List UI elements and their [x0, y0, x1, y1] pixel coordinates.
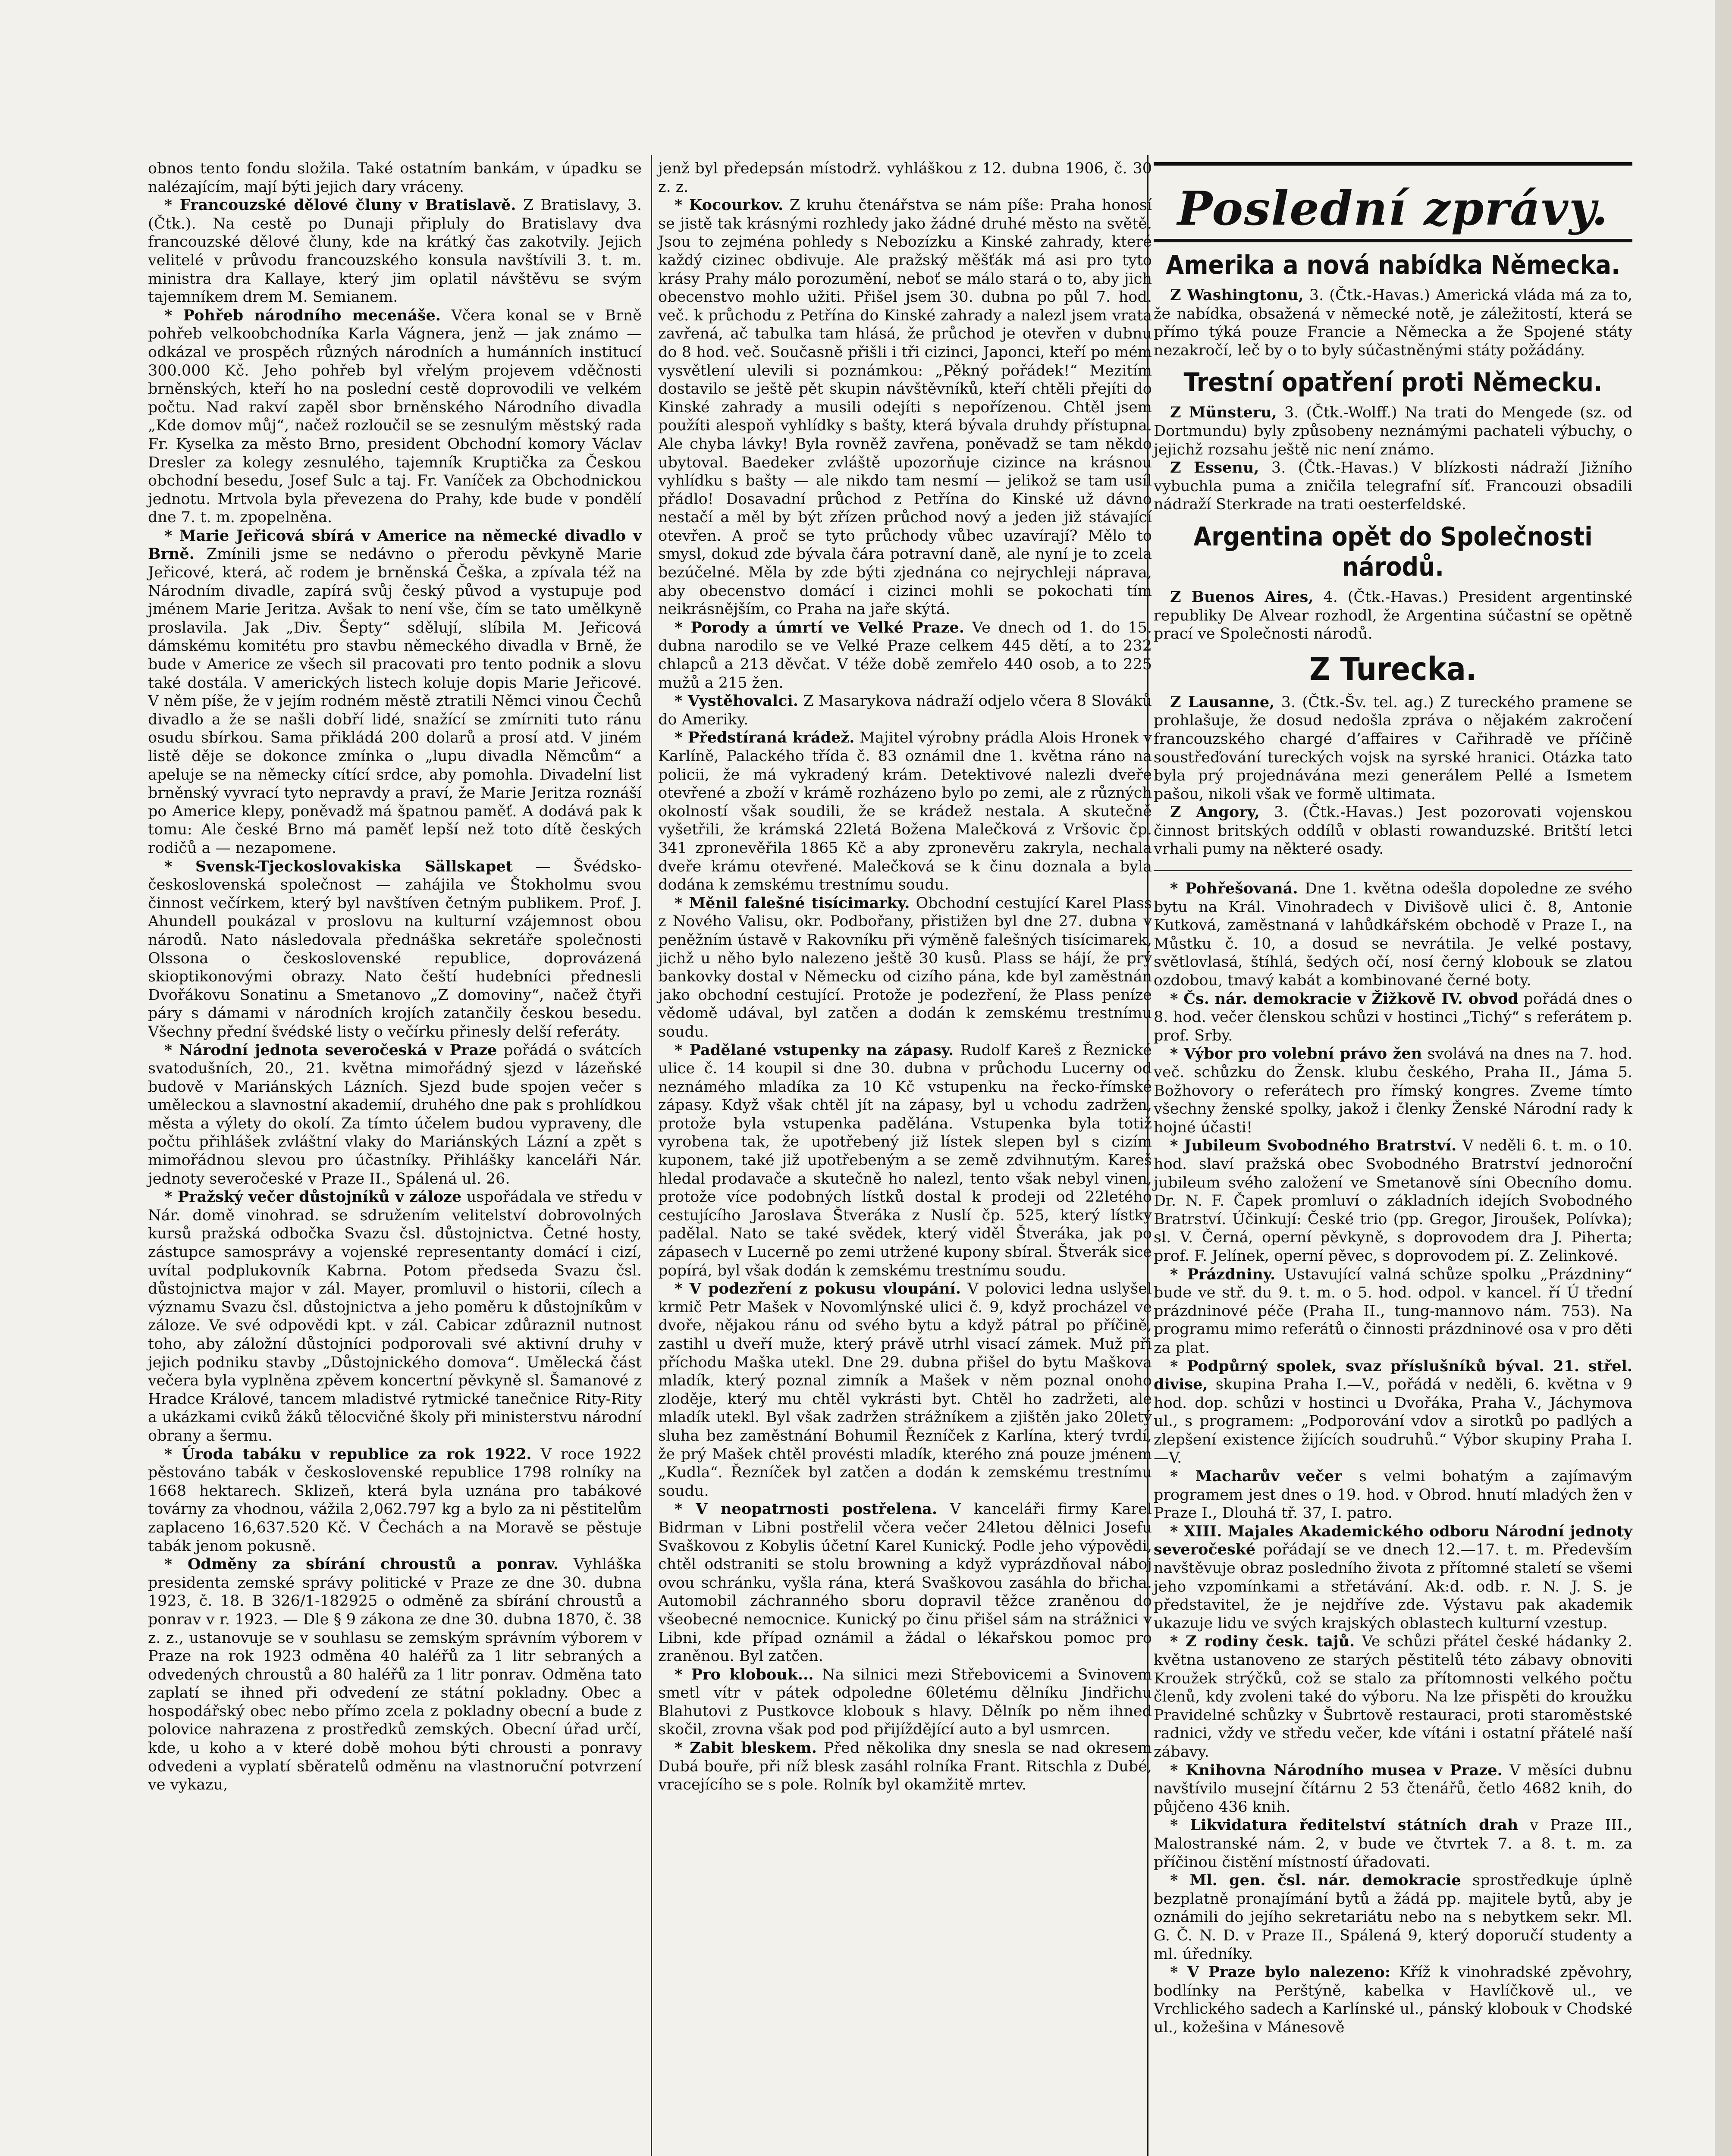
notice-title: * Podpůrný spolek, svaz příslušníků býval. 21. střel. divise, — [1154, 1357, 1632, 1394]
notice-title: * XIII. Majales Akademického odboru Národní jednoty severočeské — [1154, 1522, 1632, 1559]
news-dateline: Z Buenos Aires, — [1170, 588, 1314, 606]
article — [148, 1188, 642, 1445]
news-heading: Amerika a nová nabídka Německa. — [1166, 250, 1620, 280]
article-title: * Pražský večer důstojníků v záloze — [164, 1188, 462, 1206]
article-title: * Pohřeb národního mecenáše. — [164, 306, 441, 324]
notice — [1154, 1816, 1632, 1871]
article-text: Včera konal se v Brně pohřeb velkoobchodníka Karla Vágnera, jenž — jak známo — odkázal ve prospěch různých národních a humánních institucí 300.000 Kč. Jeho pohřeb byl vřelým projevem vděčnosti brněnských, kteří ho na poslední cestě doprovodili ve velkém počtu. Nad rakví zapěl sbor brněnského Národního divadla „Kde domov můj“, načež rozloučil se se zesnulým městský rada Fr. Kyselka za město Brno, president Obchodní komory Václav Dresler za kolegy zesnulého, tajemník Kruptička za Českou obchodní besedu, Josef Sulc a taj. Fr. Vaníček za Obchodnickou jednotu. Mrtvola byla převezena do Prahy, kde bude v pondělí dne 7. t. m. zpopelněna. — [148, 307, 642, 526]
news-heading: Z Turecka. — [1309, 650, 1477, 688]
notice-title: * Čs. nár. demokracie v Žižkově IV. obvod — [1170, 990, 1519, 1008]
news-item — [1154, 404, 1632, 459]
article — [658, 1500, 1152, 1665]
article — [658, 692, 1152, 729]
article — [658, 894, 1152, 1041]
news-text: 3. (Čtk.-Wolff.) Na trati do Mengede (sz. od Dortmundu) byly způsobeny neznámými pachateli výbuchy, o jejichž rozsahu ještě nic není známo. — [1154, 404, 1632, 458]
news-item — [1154, 459, 1632, 514]
article-text: Vyhláška presidenta zemské správy politické v Praze ze dne 30. dubna 1923, č. 18. B 326/1-182925 o odměně za sbírání chroustů a ponrav v r. 1923. — Dle § 9 zákona ze dne 30. dubna 1870, č. 38 z. z., ustanovuje se v souhlasu se zemským správním výborem v Praze na rok 1923 odměna 40 haléřů za 1 litr sebraných a odvedených chroustů a 80 haléřů za 1 litr ponrav. Odměna tato zaplatí se ihned při odvedení ze státní pokladny. Obec a hospodářský obec nebo přímo zcela z pokladny obecní a bude z polovice nahrazena z prostředků zemských. Obecní úřad určí, kde, u koho a v které době mohou býti chrousti a ponravy odvedeni a vyplatí sběratelů odměnu na vlastnoruční potvrzení ve vykazu, — [148, 1556, 642, 1794]
article-title: * Kocourkov. — [675, 196, 784, 214]
notice-title: * Knihovna Národního musea v Praze. — [1170, 1761, 1503, 1779]
notice-title: * Macharův večer — [1170, 1467, 1342, 1485]
article-text: — Švédsko-československá společnost — zahájila ve Štokholmu svou činnost večírkem, který byl navštíven četným publikem. Prof. J. Ahundell poukázal v proslovu na kulturní vzájemnost obou národů. Nato následovala přednáška sekretáře společnosti Olssona o československé republice, doprovázená skioptikonovými obrazy. Nato čeští hudebníci přednesli Dvořákovu Sonatinu a Smetanovo „Z domoviny“, načež čtyři páry s dámami v národních krojích zatančily českou besedu. Všechny přední švédské listy o večírku přinesly delší referáty. — [148, 858, 642, 1040]
notice — [1154, 1633, 1632, 1761]
article-title: * Francouzské dělové čluny v Bratislavě. — [164, 196, 516, 214]
news-heading: Trestní opatření proti Německu. — [1183, 367, 1603, 398]
article — [658, 1041, 1152, 1280]
notice-text: s velmi bohatým a zajímavým programem jest dnes o 19. hod. v Obrod. hnutí mladých žen v Praze I., Dlouhá tř. 37, I. patro. — [1154, 1468, 1632, 1522]
article-text: Majitel výrobny prádla Alois Hronek v Karlíně, Palackého třída č. 83 oznámil dne 1. května ráno na policii, že má vykradený krám. Detektivové nalezli dveře otevřené a zboží v krámě rozházeno bylo po zemi, ale z různých okolností však soudili, že se krádež nestala. A skutečně vyšetřili, že krámská 22letá Božena Malečková z Vršovic čp. 341 zpronevěřila 1865 Kč a aby zpronevěru zakryla, nechala dveře krámu otevřené. Malečková se k činu doznala a byla dodána k zemskému trestnímu soudu. — [658, 729, 1152, 894]
notice-title: * Jubileum Svobodného Bratrství. — [1170, 1137, 1457, 1155]
article — [658, 729, 1152, 894]
news-text: 4. (Čtk.-Havas.) President argentinské republiky De Alvear rozhodl, že Argentina súčastní se opětně prací ve Společnosti národů. — [1154, 588, 1633, 643]
notice-title: * Výbor pro volební právo žen — [1170, 1045, 1422, 1063]
news-dateline: Z Angory, — [1170, 803, 1260, 821]
notice-title: * Likvidatura ředitelství státních drah — [1170, 1816, 1519, 1834]
article-title: * V neopatrnosti postřelena. — [675, 1500, 938, 1518]
news-text: 3. (Čtk.-Šv. tel. ag.) Z tureckého pramene se prohlašuje, že dosud nedošla zpráva o nějakém zakročení francouzského chargé d’affaires v Cařihradě ve příčině soustřeďování tureckých vojsk na syrské hranici. Otázka tato byla prý projednávána mezi generálem Pellé a Ismetem pašou, nikoli však ve formě ultimata. — [1154, 693, 1632, 803]
article-title: * Národní jednota severočeská v Praze — [164, 1041, 497, 1059]
news-dateline: Z Washingtonu, — [1170, 286, 1304, 304]
notice — [1154, 880, 1632, 990]
article-title: * Vystěhovalci. — [675, 692, 798, 710]
article-text: V roce 1922 pěstováno tabák v československé republice 1798 rolníky na 1668 hektarech. Sklizeň, která byla uznána pro tabákové továrny za vhodnou, vážila 2,062.797 kg a bylo za ni pěstitelům zaplaceno 16,637.520 Kč. V Čechách a na Moravě se pěstuje tabák jenom pokusně. — [148, 1445, 642, 1555]
article — [148, 1041, 642, 1188]
article-title: * Svensk-Tjeckoslovakiska Sällskapet — [164, 857, 513, 875]
news-item — [1154, 803, 1632, 859]
notice — [1154, 1467, 1632, 1523]
column-1 — [148, 160, 642, 1794]
article-title: * Předstíraná krádež. — [675, 729, 855, 747]
notice — [1154, 1137, 1632, 1265]
heading-rule — [1154, 239, 1632, 242]
notice-text: sprostředkuje úplně bezplatně pronajímání bytů a žádá pp. majitele bytů, aby je oznámili do jejího sekretariátu nebo na s nebytkem sekr. Ml. G. Č. N. D. v Praze II., Spálená 9, který doporučí studenty a ml. úředníky. — [1154, 1872, 1632, 1963]
article — [658, 619, 1152, 692]
notice — [1154, 1357, 1632, 1468]
article — [148, 307, 642, 527]
notice — [1154, 1871, 1632, 1963]
news-item — [1154, 693, 1632, 804]
notice-title: * Z rodiny česk. tajů. — [1170, 1633, 1355, 1651]
article-text: Z Masarykova nádraží odjelo včera 8 Slováků do Ameriky. — [658, 693, 1152, 728]
notice — [1154, 1523, 1632, 1633]
article-title: * V podezření z pokusu vloupání. — [675, 1280, 961, 1298]
article-text: Rudolf Kareš z Řeznické ulice č. 14 koupil si dne 30. dubna v průchodu Lucerny od neznámého mladíka za 10 Kč vstupenku na řecko-římské zápasy. Když však chtěl jít na zápasy, byl u vchodu zadržen, protože byla vstupenka padělána. Vstupenka byla totiž vyrobena tak, že upotřebený již lístek slepen byl s cizím kuponem, také již upotřebeným a se země zdvihnutým. Kareš hledal prodavače a skutečně ho nalezl, tento však nebyl vinen, protože více podobných lístků dostal k prodeji od 22letého cestujícího Jaroslava Štveráka z Nuslí čp. 525, který lístky padělal. Nato se také svědek, který viděl Štveráka, jak po zápasech v Lucerně po zemi utržené kupony sbíral. Štverák sice popírá, byl však dodán k zemskému trestnímu soudu. — [658, 1041, 1152, 1279]
notice-title: * Ml. gen. čsl. nár. demokracie — [1170, 1871, 1461, 1890]
news-dateline: Z Münsteru, — [1170, 404, 1277, 422]
article-text: Ve dnech od 1. do 15. dubna narodilo se ve Velké Praze celkem 445 dětí, a to 232 chlapců a 213 děvčat. V téže době zemřelo 440 osob, a to 225 mužů a 215 žen. — [658, 619, 1152, 692]
article — [148, 858, 642, 1041]
notice-text: svolává na dnes na 7. hod. več. schůzku do Žensk. klubu českého, Praha II., Jáma 5. Božhovory o referátech pro římský kongres. Zveme tímto všechny ženské spolky, jakož i členky Ženské Národní rady k hojné účasti! — [1154, 1045, 1632, 1136]
article-title: * Porody a úmrtí ve Velké Praze. — [675, 618, 964, 636]
article — [148, 527, 642, 858]
article-text: V kanceláři firmy Karel Bidrman v Libni postřelil včera večer 24letou dělnici Josefu Svaškovou z Kobylis účetní Karel Kunický. Podle jeho výpovědi, chtěl odstraniti se stolu browning a když vyprázdňoval náboj ovou schránku, vyšla rána, která Svaškovou zasáhla do břicha. Automobil záchranného sboru dopravil těžce zraněnou do všeobecné nemocnice. Kunický po činu přišel sám na strážnici v Libni, kde případ oznámil a žádal o lékařskou pomoc pro zraněnou. Byl zatčen. — [658, 1501, 1152, 1665]
news-text: 3. (Čtk.-Havas.) Americká vláda má za to, že nabídka, obsažená v německé notě, je záležitostí, která se přímo týká pouze Francie a Německa a že Spojené státy nezakročí, leč by o to byly súčastněnými státy požádány. — [1154, 287, 1632, 359]
article — [658, 1280, 1152, 1500]
notice — [1154, 1266, 1632, 1357]
news-text: 3. (Čtk.-Havas.) V blízkosti nádraží Jižního vybuchla puma a zničila telegrafní síť. Francouzi obsadili nádraží Sterkrade na trati oesterfeldské. — [1154, 459, 1632, 514]
article-text: Z Bratislavy, 3. (Čtk.). Na cestě po Dunaji připluly do Bratislavy dva francouzské dělové čluny, kde na krátký čas zakotvily. Jejich velitelé v průvodu francouzského konsula navštívili 3. t. m. ministra dra Kallaye, který jim oplatil návštěvu se svým tajemníkem drem M. Semianem. — [148, 197, 642, 306]
article — [148, 1445, 642, 1556]
page-edge — [1715, 0, 1732, 2156]
notice-title: * V Praze bylo nalezeno: — [1170, 1963, 1390, 1981]
article-title: * Odměny za sbírání chroustů a ponrav. — [164, 1555, 559, 1573]
notice — [1154, 1045, 1632, 1137]
article-text: pořádá o svátcích svatodušních, 20., 21. května mimořádný sjezd v lázeňské budově v Mariánských Lázních. Sjezd bude spojen večer s uměleckou a slavnostní akademií, druhého dne pak s prohlídkou města a výlety do okolí. Za tímto účelem budou vypraveny, dle počtu přihlášek zvláštní vlaky do Mariánských Lázní a zpět s mimořádnou slevou pro účastníky. Přihlášky kanceláři Nár. jednoty severočeské v Praze II., Spálená ul. 26. — [148, 1041, 642, 1188]
article — [658, 196, 1152, 619]
article-title: * Úroda tabáku v republice za rok 1922. — [164, 1445, 532, 1463]
notice-title: * Prázdniny. — [1170, 1265, 1276, 1283]
section-heading: Poslední zprávy. — [1177, 182, 1609, 236]
article-text: Zmínili jsme se nedávno o přerodu pěvkyně Marie Jeřicové, která, ač rodem je brněnská Češka, a zpívala též na Národním divadle, zapírá svůj český původ a vystupuje pod jménem Marie Jeritza. Avšak to není vše, čím se tato umělkyně proslavila. Jak „Div. Šepty“ sdělují, slíbila M. Jeřicová dámskému komitétu pro stavbu německého divadla v Brně, že bude v Americe ze všech sil pracovati pro tento podnik a slovu také dostála. V amerických listech koluje dopis Marie Jeřicové. V něm píše, že v jejím rodném městě ztratili Němci vinou Čechů divadlo a že se našli dobří lidé, snažící se zmírniti tuto ránu osudu sbírkou. Sama přikládá 200 dolarů a prosí atd. V jiném listě děje se dokonce zmínka o „lupu divadla Němcům“ a apeluje se na německy cítící srdce, aby pomohla. Divadelní list brněnský vyvrací tyto nepravdy a praví, že Marie Jeritza roznáší po Americe klepy, poněvadž má špatnou paměť. A dodává pak k tomu: Ale české Brno má paměť lepší než toto dítě českých rodičů a — nezapomene. — [148, 545, 642, 857]
news-heading: Argentina opět do Společnosti národů. — [1193, 521, 1593, 582]
notice-text: pořádá dnes o 8. hod. večer členskou schůzi v hostinci „Tichý“ s referátem p. prof. Srby. — [1154, 990, 1632, 1044]
notice-text: Ve schůzi přátel české hádanky 2. května ustanoveno ze starých pěstitelů této zábavy obnoviti Kroužek strýčků, což se stalo za přítomnosti velkého počtu členů, kdy zvoleni také do výboru. Na lze přispěti do kroužku Pravidelné schůzky v Šubrtově restauraci, proti staroměstské radnici, vždy ve středu večer, kde vítáni i ostatní přátelé naší zábavy. — [1154, 1633, 1632, 1761]
notice-text: Kříž k vinohradské zpěvohry, bodlínky na Perštýně, kabelka v Havlíčkově ul., ve Vrchlického sadech a Karlínské ul., pánský klobouk v Chodské ul., kožešina v Mánesově — [1154, 1964, 1632, 2036]
article — [658, 1666, 1152, 1739]
article — [148, 196, 642, 307]
news-dateline: Z Lausanne, — [1170, 693, 1275, 711]
news-dateline: Z Essenu, — [1170, 459, 1259, 477]
article — [148, 1555, 642, 1794]
news-item — [1154, 588, 1632, 643]
article-text: Před několika dny snesla se nad okresem Dubá bouře, při níž blesk zasáhl rolníka Frant. Ritschla z Dubé, vracejícího se s pole. Rolník byl okamžitě mrtev. — [658, 1739, 1152, 1794]
notice-title: * Pohřešovaná. — [1170, 880, 1298, 898]
article-title: * Padělané vstupenky na zápasy. — [675, 1041, 954, 1059]
notice-text: V měsíci dubnu navštívilo musejní čítárnu 2 53 čtenářů, četlo 4682 knih, do půjčeno 436 knih. — [1154, 1761, 1632, 1816]
column-divider — [651, 155, 652, 2156]
article-text: Na silnici mezi Střebovicemi a Svinovem smetl vítr v pátek odpoledne 60letému dělníku Jindřichu Blahutovi z Pustkovce klobouk s hlavy. Dělník po něm ihned skočil, zrovna však pod pod přijíždějící auto a byl usmrcen. — [658, 1666, 1152, 1739]
article-text: V polovici ledna uslyšel krmič Petr Mašek v Novomlýnské ulici č. 9, když procházel ve dvoře, nějakou ránu od svého bytu a když pátral po příčině, zastihl u dveří muže, který právě utrhl visací zámek. Muž při příchodu Maška utekl. Dne 29. dubna přišel do bytu Maškova mladík, který poznal zimník a Mašek v něm poznal onoho zloděje, který mu chtěl vykrásti byt. Chtěl ho zadržeti, ale mladík utekl. Byl však zadržen strážníkem a zjištěn jako 20letý sluha bez zaměstnání Bohumil Řezníček z Karlína, který tvrdí, že prý Mašek chtěl provésti mladík, kterého zná pouze jménem „Kudla“. Řezníček byl zatčen a dodán k zemskému trestnímu soudu. — [658, 1280, 1152, 1500]
article — [148, 160, 642, 196]
article-title: * Marie Jeřicová sbírá v Americe na německé divadlo v Brně. — [148, 526, 642, 563]
column-2 — [658, 160, 1152, 1794]
article — [658, 1739, 1152, 1794]
notice-text: skupina Praha I.—V., pořádá v neděli, 6. května v 9 hod. dop. schůzi v hostinci u Dvořáka, Praha V., Jáchymova ul., s programem: „Podporování vdov a sirotků po padlých a zlepšení existence žijících soudruhů.“ Výbor skupiny Praha I.—V. — [1154, 1376, 1632, 1467]
notice-text: pořádají se ve dnech 12.—17. t. m. Především navštěvuje obraz posledního života z přítomné staletí se všemi jeho vzpomínkami a střetávání. Ak:d. odb. r. N. J. S. je představitel, že je nejdříve zde. Výstavu pak akademik ukazuje lidu ve svých krajských oblastech kulturní vzestup. — [1154, 1541, 1632, 1632]
notice-text: V neděli 6. t. m. o 10. hod. slaví pražská obec Svobodného Bratrství jednoroční jubileum svého založení ve Smetanově síni Obecního domu. Dr. N. F. Čapek promluví o základních idejích Svobodného Bratrství. Účinkují: České trio (pp. Gregor, Jiroušek, Polívka); sl. V. Černá, operní pěvkyně, s doprovodem dra J. Piherta; prof. F. Jelínek, operní pěvec, s doprovodem pí. Z. Zelinkové. — [1154, 1137, 1633, 1265]
notice-text: Dne 1. května odešla dopoledne ze svého bytu na Král. Vinohradech v Divišově ulici č. 8, Antonie Kutková, zaměstnaná v lahůdkářském obchodě v Praze I., na Můstku č. 10, a dosud se nevrátila. Je velké postavy, světlovlasá, štíhlá, šedých očí, nosí černý klobouk se zlatou ozdobou, tmavý kabát a kombinované černé boty. — [1154, 880, 1632, 990]
column-3 — [1154, 160, 1632, 2037]
heading-rule — [1154, 162, 1632, 166]
article-text: Z kruhu čtenářstva se nám píše: Praha honosí se jistě tak krásnými rozhledy jako žádné druhé město na světě. Jsou to zejména pohledy s Nebozízku a Kinské zahrady, které každý cizinec obdivuje. Ale pražský měšťák má asi pro tyto krásy Prahy málo porozumění, neboť se málo stará o to, aby jich obecenstvo mohlo užiti. Přišel jsem 30. dubna po půl 7. hod. več. k průchodu z Petřína do Kinské zahrady a nalezl jsem vrata zavřená, ač tabulka tam hlásá, že průchod je otevřen v dubnu do 8 hod. več. Současně přišli i tři cizinci, Japonci, kteří po mém vysvětlení ulevili si poznámkou: „Pěkný pořádek!“ Mezitím dostavilo se ještě pět skupin návštěvníků, kteří chtěli přejíti do Kinské zahrady a musili odejíti s nepořízenou. Chtěl jsem použíti alespoň vyhlídky s bašty, která bývala druhdy přístupna. Ale chyba lávky! Byla rovněž zavřena, poněvadž se tam někdo ubytoval. Baedeker zvláště upozorňuje cizince na krásnou vyhlídku s bašty — ale nikdo tam nesmí — jelikož se tam usíl přádlo! Dosavadní průchod z Petřína do Kinské už dávno nestačí a měl by být zřízen průchod nový a jeden již stávající otevřen. A proč se tyto průchody vůbec uzavírají? Mělo to smysl, dokud zde bývala čára potravní daně, ale nyní je to zcela bezúčelné. Měla by zde býti zjednána co nejrychleji náprava, aby obecenstvo domácí i cizinci mohli se pokochati tím neikrásnějším, co Praha na jaře skýtá. — [658, 197, 1152, 618]
news-item — [1154, 286, 1632, 360]
article-title: * Měnil falešné tisícimarky. — [675, 894, 910, 912]
notice — [1154, 990, 1632, 1045]
notices — [1154, 870, 1632, 2037]
notice — [1154, 1963, 1632, 2037]
notice — [1154, 1761, 1632, 1817]
article-title: * Pro klobouk... — [675, 1665, 814, 1683]
notice-text: v Praze III., Malostranské nám. 2, v bude ve čtvrtek 7. a 8. t. m. za příčinou čistění místností úřadovati. — [1154, 1817, 1632, 1871]
article-title: * Zabit bleskem. — [675, 1739, 817, 1757]
article-text: obnos tento fondu složila. Také ostatním bankám, v úpadku se nalézajícím, mají býti jejich dary vráceny. — [148, 160, 642, 196]
article-text: Obchodní cestující Karel Plass z Nového Valisu, okr. Podbořany, přistižen byl dne 27. dubna v peněžním ústavě v Rakovníku při výměně falešných tisícimarek, jichž u něho bylo nalezeno ještě 30 kusů. Plass se hájí, že prý bankovky dostal v Německu od cizího pána, kde byl zaměstnán jako obchodní cestující. Protože je podezření, že Plass peníze vědomě udával, byl zatčen a dodán k zemskému trestnímu soudu. — [658, 894, 1152, 1040]
notice-text: Ustavující valná schůze spolku „Prázdniny“ bude ve stř. du 9. t. m. o 5. hod. odpol. v kancel. ří Ú třední prázdninové péče (Praha II., tung-mannovo nám. 753). Na programu mimo referátů o činnosti prázdninové osa v pro děti za plat. — [1154, 1266, 1632, 1357]
news-text: 3. (Čtk.-Havas.) Jest pozorovati vojenskou činnost britských oddílů v oblasti rowanduzské. Britští letci vrhali pumy na některé osady. — [1154, 804, 1632, 858]
article-text: uspořádala ve středu v Nár. domě vinohrad. se sdružením velitelství dobrovolných kursů pražská odbočka Svazu čsl. důstojnictva. Četné hosty, zástupce samosprávy a vojenské representanty domácí i cizí, uvítal podplukovník Kabrna. Potom předseda Svazu čsl. důstojnictva major v zál. Mayer, promluvil o historii, cílech a významu Svazu čsl. důstojnictva a jeho poměru k důstojníkům v záloze. Ve své odpovědi kpt. v zál. Cabicar zdůraznil nutnost toho, aby záložní důstojníci podporovali své aktivní druhy v jejich podniku stavby „Důstojnického domova“. Umělecká část večera byla vyplněna zpěvem koncertní pěvkyně sl. Šamanové z Hradce Králové, tancem mladistvé rytmické tanečnice Rity-Rity a ukázkami cviků žáků tělocvičné školy při ministerstvu národní obrany a šermu. — [148, 1188, 642, 1445]
article-text: jenž byl předepsán místodrž. vyhláškou z 12. dubna 1906, č. 30 z. z. — [658, 160, 1152, 196]
article — [658, 160, 1152, 196]
